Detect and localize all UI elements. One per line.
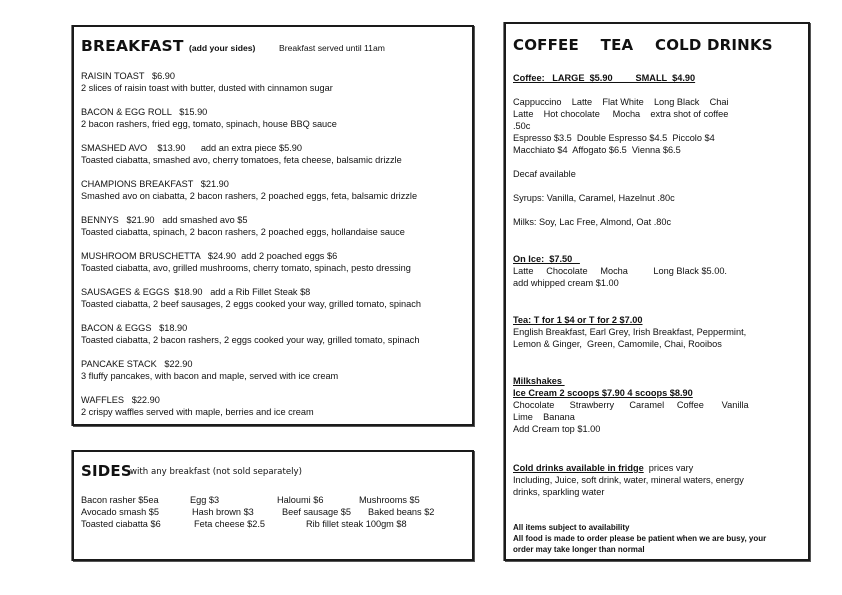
decaf-note: Decaf available (513, 169, 576, 179)
side-item: Avocado smash $5 (81, 507, 159, 517)
side-item: Haloumi $6 (277, 495, 324, 505)
breakfast-item-name: PANCAKE STACK $22.90 (81, 359, 193, 369)
syrups-line: Syrups: Vanilla, Caramel, Hazelnut .80c (513, 193, 675, 203)
breakfast-item-name: SMASHED AVO $13.90 add an extra piece $5.90 (81, 143, 302, 153)
side-item: Hash brown $3 (192, 507, 254, 517)
breakfast-item-name: BACON & EGG ROLL $15.90 (81, 107, 208, 117)
breakfast-item-name: WAFFLES $22.90 (81, 395, 160, 405)
sides-panel (72, 450, 474, 561)
footer-line: All food is made to order please be patient when we are busy, your (513, 534, 767, 543)
add-sides-note: (add your sides) (189, 43, 256, 53)
breakfast-panel (72, 25, 474, 426)
milkshake-line: Chocolate Strawberry Caramel Coffee Vanilla (513, 400, 749, 410)
cold-drinks-text: drinks, sparkling water (513, 487, 605, 497)
coffee-heading: Coffee: LARGE $5.90 SMALL $4.90 (513, 73, 696, 83)
breakfast-item-desc: Toasted ciabatta, spinach, 2 bacon rashers, 2 poached eggs, hollandaise sauce (81, 227, 405, 237)
breakfast-item-desc: 3 fluffy pancakes, with bacon and maple, served with ice cream (81, 371, 339, 381)
side-item: Mushrooms $5 (359, 495, 420, 505)
footer-line: order may take longer than normal (513, 545, 645, 554)
breakfast-item-desc: Toasted ciabatta, smashed avo, cherry tomatoes, feta cheese, balsamic drizzle (81, 155, 402, 165)
side-item: Baked beans $2 (368, 507, 435, 517)
breakfast-item-name: BENNYS $21.90 add smashed avo $5 (81, 215, 248, 225)
drinks-panel (504, 22, 810, 561)
breakfast-item-desc: Toasted ciabatta, 2 beef sausages, 2 eggs cooked your way, grilled tomato, spinach (81, 299, 421, 309)
milkshake-line: Lime Banana (513, 412, 575, 422)
breakfast-item-desc: 2 bacon rashers, fried egg, tomato, spinach, house BBQ sauce (81, 119, 337, 129)
breakfast-item-desc: Toasted ciabatta, avo, grilled mushrooms, cherry tomato, spinach, pesto dressing (81, 263, 411, 273)
breakfast-item-name: MUSHROOM BRUSCHETTA $24.90 add 2 poached eggs $6 (81, 251, 338, 261)
breakfast-item-desc: 2 slices of raisin toast with butter, dusted with cinnamon sugar (81, 83, 333, 93)
sides-title: SIDES (81, 462, 132, 480)
on-ice-line: Latte Chocolate Mocha Long Black $5.00. (513, 266, 727, 276)
cold-drinks-price: prices vary (643, 463, 694, 473)
coffee-line: Espresso $3.5 Double Espresso $4.5 Piccolo $4 (513, 133, 715, 143)
milkshake-line: Add Cream top $1.00 (513, 424, 601, 434)
cold-drinks-text: Including, Juice, soft drink, water, mineral waters, energy (513, 475, 744, 485)
served-until-note: Breakfast served until 11am (279, 43, 385, 53)
cold-drinks-line (513, 463, 693, 474)
side-item: Beef sausage $5 (282, 507, 351, 517)
sides-note: with any breakfast (not sold separately) (130, 467, 302, 477)
cold-drinks-heading: Cold drinks available in fridge (513, 463, 644, 473)
tea-line: Lemon & Ginger, Green, Camomile, Chai, Rooibos (513, 339, 722, 349)
side-item: Toasted ciabatta $6 (81, 519, 161, 529)
breakfast-item-name: SAUSAGES & EGGS $18.90 add a Rib Fillet Steak $8 (81, 287, 311, 297)
breakfast-item-name: BACON & EGGS $18.90 (81, 323, 188, 333)
coffee-line: Macchiato $4 Affogato $6.5 Vienna $6.5 (513, 145, 681, 155)
breakfast-item-desc: 2 crispy waffles served with maple, berries and ice cream (81, 407, 314, 417)
milkshakes-heading: Milkshakes (513, 376, 565, 386)
coffee-line: Cappuccino Latte Flat White Long Black Chai (513, 97, 729, 107)
drinks-title: COFFEE TEA COLD DRINKS (513, 36, 773, 54)
breakfast-title: BREAKFAST (81, 37, 184, 55)
footer-line: All items subject to availability (513, 523, 630, 532)
side-item: Feta cheese $2.5 (194, 519, 265, 529)
coffee-line: .50c (513, 121, 531, 131)
breakfast-item-name: CHAMPIONS BREAKFAST $21.90 (81, 179, 229, 189)
side-item: Rib fillet steak 100gm $8 (306, 519, 407, 529)
coffee-line: Latte Hot chocolate Mocha extra shot of coffee (513, 109, 729, 119)
breakfast-item-name: RAISIN TOAST $6.90 (81, 71, 175, 81)
breakfast-item-desc: Toasted ciabatta, 2 bacon rashers, 2 eggs cooked your way, grilled tomato, spinach (81, 335, 420, 345)
breakfast-item-desc: Smashed avo on ciabatta, 2 bacon rashers, 2 poached eggs, feta, balsamic drizzle (81, 191, 418, 201)
on-ice-line: add whipped cream $1.00 (513, 278, 619, 288)
tea-line: English Breakfast, Earl Grey, Irish Breakfast, Peppermint, (513, 327, 747, 337)
side-item: Bacon rasher $5ea (81, 495, 159, 505)
on-ice-heading: On Ice: $7.50 (513, 254, 580, 264)
ice-cream-heading: Ice Cream 2 scoops $7.90 4 scoops $8.90 (513, 388, 693, 398)
tea-heading: Tea: T for 1 $4 or T for 2 $7.00 (513, 315, 643, 325)
side-item: Egg $3 (190, 495, 220, 505)
milks-line: Milks: Soy, Lac Free, Almond, Oat .80c (513, 217, 672, 227)
